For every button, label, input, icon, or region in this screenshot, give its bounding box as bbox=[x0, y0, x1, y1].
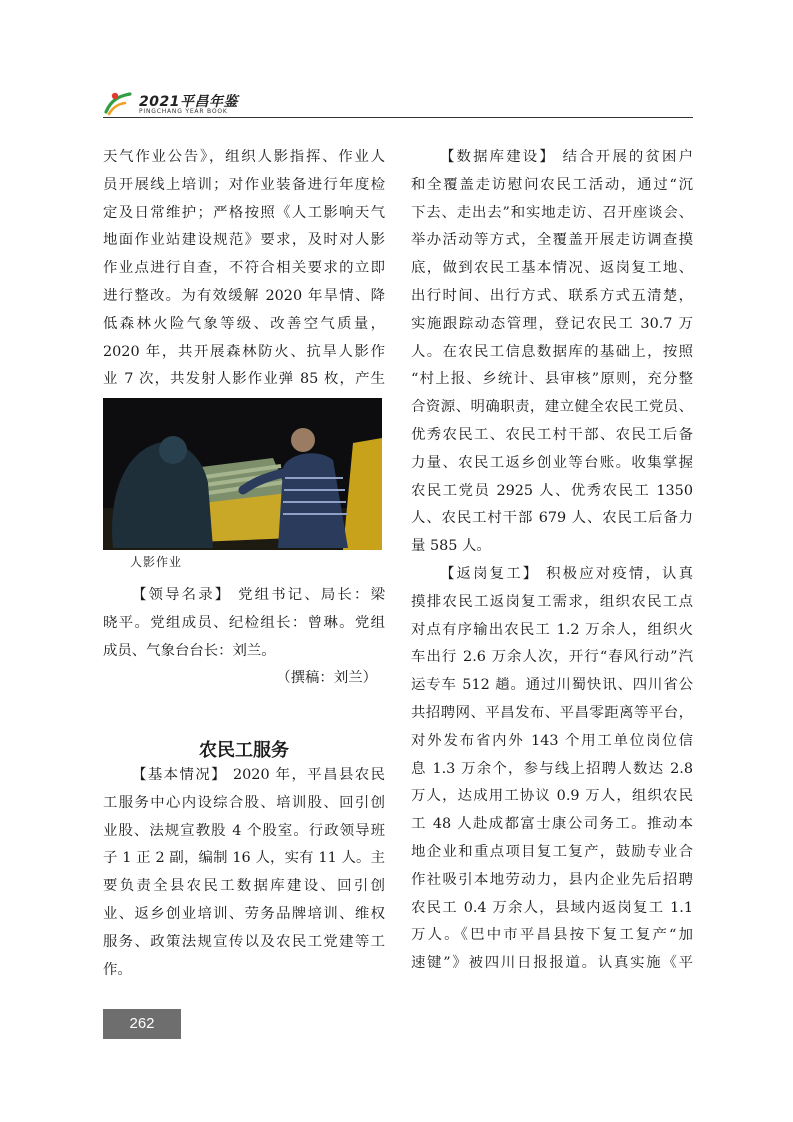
text-line: 工 48 人赴成都富士康公司务工。推动本 bbox=[411, 816, 693, 833]
section-heading: 农民工服务 bbox=[199, 740, 289, 761]
text-line: 作业点进行自查，不符合相关要求的立即 bbox=[103, 260, 385, 277]
leaders-paragraph bbox=[103, 582, 385, 693]
text-line: 定及日常维护；严格按照《人工影响天气 bbox=[103, 204, 385, 221]
text-line: 服务、政策法规宣传以及农民工党建等工 bbox=[103, 933, 385, 950]
text-line: 力量、农民工返乡创业等台账。收集掌握 bbox=[411, 454, 693, 471]
text-line: 举办活动等方式，全覆盖开展走访调查摸 bbox=[411, 232, 693, 249]
text-line: 成员、气象台台长：刘兰。 bbox=[103, 642, 276, 659]
text-line: 摸排农民工返岗复工需求，组织农民工点 bbox=[411, 593, 693, 610]
text-line: 优秀农民工、农民工村干部、农民工后备 bbox=[411, 426, 693, 443]
text-line: 对点有序输出农民工 1.2 万余人，组织火 bbox=[411, 621, 693, 638]
page-number: 262 bbox=[103, 1009, 181, 1039]
text-line: 车出行 2.6 万余人次，开行“春风行动”汽 bbox=[411, 649, 693, 666]
text-line: 农民工党员 2925 人、优秀农民工 1350 bbox=[411, 482, 693, 499]
text-line: 天气作业公告》，组织人影指挥、作业人 bbox=[103, 149, 385, 165]
header-divider bbox=[103, 117, 693, 118]
left-column bbox=[103, 144, 385, 422]
text-line: 【领导名录】 党组书记、局长：梁 bbox=[132, 587, 385, 603]
text-line: 要负责全县农民工数据库建设、回引创 bbox=[103, 878, 385, 895]
text-line: 农民工 0.4 万余人，县域内返岗复工 1.1 bbox=[411, 899, 693, 916]
text-line: 下去、走出去”和实地走访、召开座谈会、 bbox=[411, 204, 693, 221]
text-line: 合资源、明确职责，建立健全农民工党员、 bbox=[411, 399, 693, 416]
text-line: 地企业和重点项目复工复产，鼓励专业合 bbox=[411, 843, 693, 860]
text-line: 速键”》被四川日报报道。认真实施《平 bbox=[411, 955, 693, 972]
text-line: 【基本情况】 2020 年，平昌县农民 bbox=[132, 767, 385, 783]
text-line: 业股、法规宣教股 4 个股室。行政领导班 bbox=[103, 822, 385, 839]
text-line: 万人。《巴中市平昌县按下复工复产“加 bbox=[411, 927, 693, 944]
text-line: 人。在农民工信息数据库的基础上，按照 bbox=[411, 343, 693, 360]
text-line: 子 1 正 2 副，编制 16 人，实有 11 人。主 bbox=[103, 850, 385, 867]
text-line: 运专车 512 趟。通过川蜀快讯、四川省公 bbox=[411, 677, 693, 694]
text-line: 人、农民工村干部 679 人、农民工后备力 bbox=[411, 510, 693, 527]
text-line: 万人，达成用工协议 0.9 万人，组织农民 bbox=[411, 788, 693, 805]
text-line: 息 1.3 万余个，参与线上招聘人数达 2.8 bbox=[411, 760, 693, 777]
text-line: 工服务中心内设综合股、培训股、回引创 bbox=[103, 794, 385, 811]
text-line: 地面作业站建设规范》要求，及时对人影 bbox=[103, 232, 385, 249]
text-line: 量 585 人。 bbox=[411, 538, 491, 555]
text-line: 作社吸引本地劳动力，县内企业先后招聘 bbox=[411, 871, 693, 888]
text-line: 2020 年，共开展森林防火、抗旱人影作 bbox=[103, 343, 385, 360]
text-line: 低森林火险气象等级、改善空气质量， bbox=[103, 315, 385, 332]
basic-info-paragraph bbox=[103, 762, 385, 984]
text-line: 【返岗复工】 积极应对疫情，认真 bbox=[440, 565, 693, 582]
yearbook-logo-icon bbox=[103, 88, 133, 116]
running-header bbox=[103, 84, 693, 118]
text-line: 共招聘网、平昌发布、平昌零距离等平台， bbox=[411, 704, 693, 721]
photo-caption: 人影作业 bbox=[130, 555, 183, 569]
text-line: 和全覆盖走访慰问农民工活动，通过“沉 bbox=[411, 176, 693, 193]
text-line: 业 7 次，共发射人影作业弹 85 枚，产生 bbox=[103, 371, 385, 388]
text-line: 底，做到农民工基本情况、返岗复工地、 bbox=[411, 260, 693, 277]
text-line: 对外发布省内外 143 个用工单位岗位信 bbox=[411, 732, 693, 749]
weather-operation-photo bbox=[103, 398, 382, 550]
text-line: 业、返乡创业培训、劳务品牌培训、维权 bbox=[103, 905, 385, 922]
text-line: 进行整改。为有效缓解 2020 年旱情、降 bbox=[103, 287, 385, 304]
yearbook-title: 2021平昌年鉴 bbox=[139, 94, 238, 110]
right-column bbox=[411, 144, 693, 978]
text-line: “村上报、乡统计、县审核”原则，充分整 bbox=[411, 371, 693, 388]
text-line: 出行时间、出行方式、联系方式五清楚， bbox=[411, 287, 693, 304]
text-line: 晓平。党组成员、纪检组长：曾琳。党组 bbox=[103, 614, 385, 631]
yearbook-subtitle: PINGCHANG YEAR BOOK bbox=[139, 108, 228, 115]
author-note: （撰稿：刘兰） bbox=[276, 670, 377, 687]
text-line: 作。 bbox=[103, 961, 132, 978]
text-line: 实施跟踪动态管理，登记农民工 30.7 万 bbox=[411, 315, 693, 332]
text-line: 【数据库建设】 结合开展的贫困户 bbox=[440, 149, 693, 165]
text-line: 员开展线上培训；对作业装备进行年度检 bbox=[103, 176, 385, 193]
